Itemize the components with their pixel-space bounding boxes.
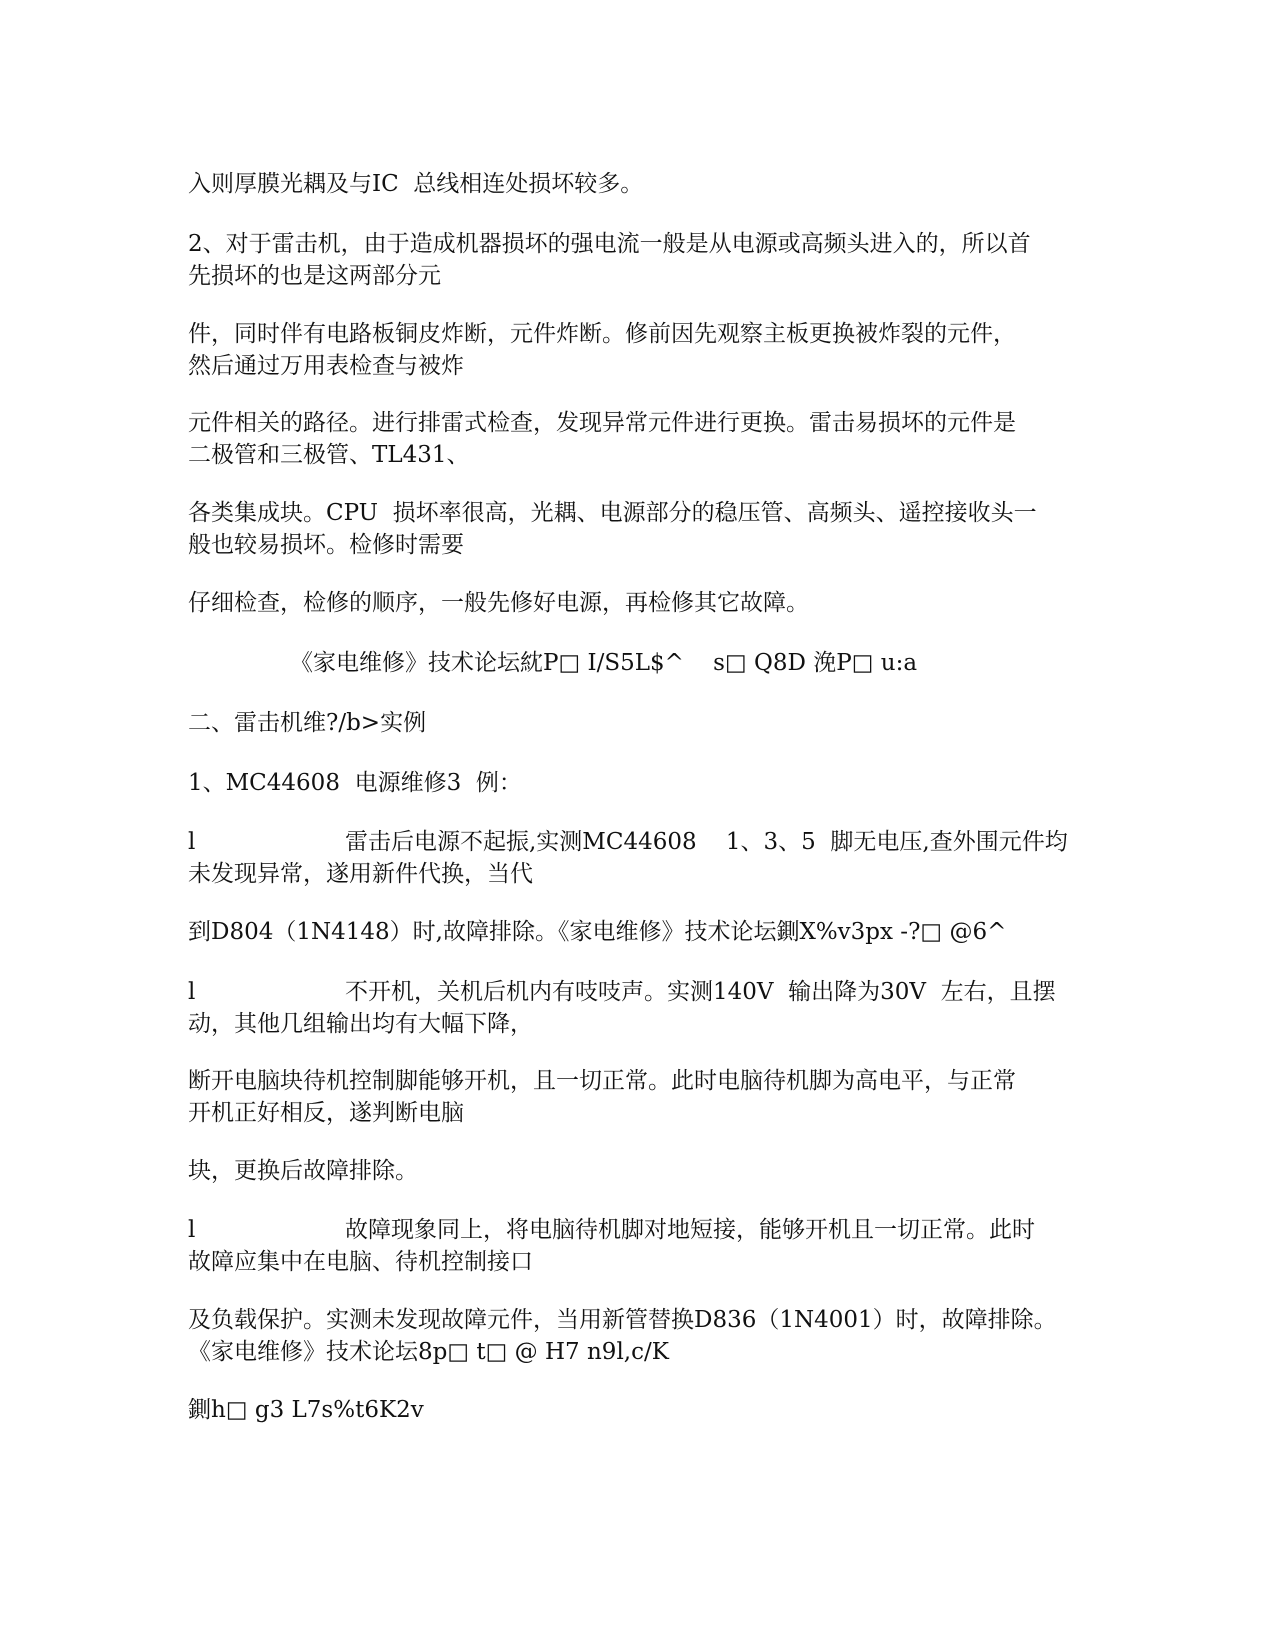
paragraph-4 [188,407,1093,471]
bullet-marker: l [188,829,196,855]
text-line: 先损坏的也是这两部分元 [188,263,441,289]
text-line: 仔细检查，检修的顺序，一般先修好电源，再检修其它故障。 [188,590,809,616]
text-line: 2、对于雷击机，由于造成机器损坏的强电流一般是从电源或高频头进入的，所以首 [188,231,1031,257]
text-line: 二、雷击机维?/b>实例 [188,710,427,736]
text-line: 般也较易损坏。检修时需要 [188,532,464,558]
bullet-item-3 [188,1214,1093,1278]
text-line: 到D804（1N4148）时,故障排除。《家电维修》技术论坛鍘X%v3px -?□ @6^ [188,919,1007,945]
bullet-marker: l [188,1217,196,1243]
text-line: 未发现异常，遂用新件代换，当代 [188,861,533,887]
paragraph-10 [188,1304,1093,1368]
text-line: 1、MC44608 电源维修3 例： [188,770,522,796]
text-line: 不开机，关机后机内有吱吱声。实测140V 输出降为30V 左右，且摆 [345,979,1056,1005]
bullet-item-2 [188,976,1093,1040]
text-line: 块，更换后故障排除。 [188,1158,418,1184]
paragraph-7 [188,916,1093,948]
text-line: 二极管和三极管、TL431、 [188,442,470,468]
text-line: 入则厚膜光耦及与IC 总线相连处损坏较多。 [188,171,644,197]
bullet-marker: l [188,979,196,1005]
text-line: 断开电脑块待机控制脚能够开机，且一切正常。此时电脑待机脚为高电平，与正常 [188,1068,1016,1094]
forum-watermark-line: 《家电维修》技术论坛紞P□ I/S5L$^ s□ Q8D 浼P□ u:a [290,650,918,676]
paragraph-3 [188,318,1093,382]
text-line: 故障现象同上，将电脑待机脚对地短接，能够开机且一切正常。此时 [345,1217,1035,1243]
subsection-heading [188,767,1093,799]
bullet-item-1 [188,826,1093,890]
paragraph-5 [188,497,1093,561]
text-line: 动，其他几组输出均有大幅下降， [188,1011,533,1037]
paragraph-8 [188,1065,1093,1129]
text-line: 《家电维修》技术论坛8p□ t□ @ H7 n9l,c/K [188,1339,669,1365]
paragraph-9 [188,1155,1093,1187]
text-line: 开机正好相反，遂判断电脑 [188,1100,464,1126]
text-line: 及负载保护。实测未发现故障元件，当用新管替换D836（1N4001）时，故障排除。 [188,1307,1057,1333]
text-line: 然后通过万用表检查与被炸 [188,353,464,379]
text-line: 雷击后电源不起振,实测MC44608 1、3、5 脚无电压,查外围元件均 [345,829,1068,855]
paragraph-2 [188,228,1093,292]
text-line: 件，同时伴有电路板铜皮炸断，元件炸断。修前因先观察主板更换被炸裂的元件， [188,321,1016,347]
text-line: 各类集成块。CPU 损坏率很高，光耦、电源部分的稳压管、高频头、遥控接收头一 [188,500,1037,526]
paragraph-11 [188,1394,1093,1426]
paragraph-1 [188,168,1093,200]
text-line: 元件相关的路径。进行排雷式检查，发现异常元件进行更换。雷击易损坏的元件是 [188,410,1016,436]
paragraph-6 [188,587,1093,619]
section-heading [188,707,1093,739]
text-line: 鍘h□ g3 L7s%t6K2v [188,1397,424,1423]
text-line: 故障应集中在电脑、待机控制接口 [188,1249,533,1275]
